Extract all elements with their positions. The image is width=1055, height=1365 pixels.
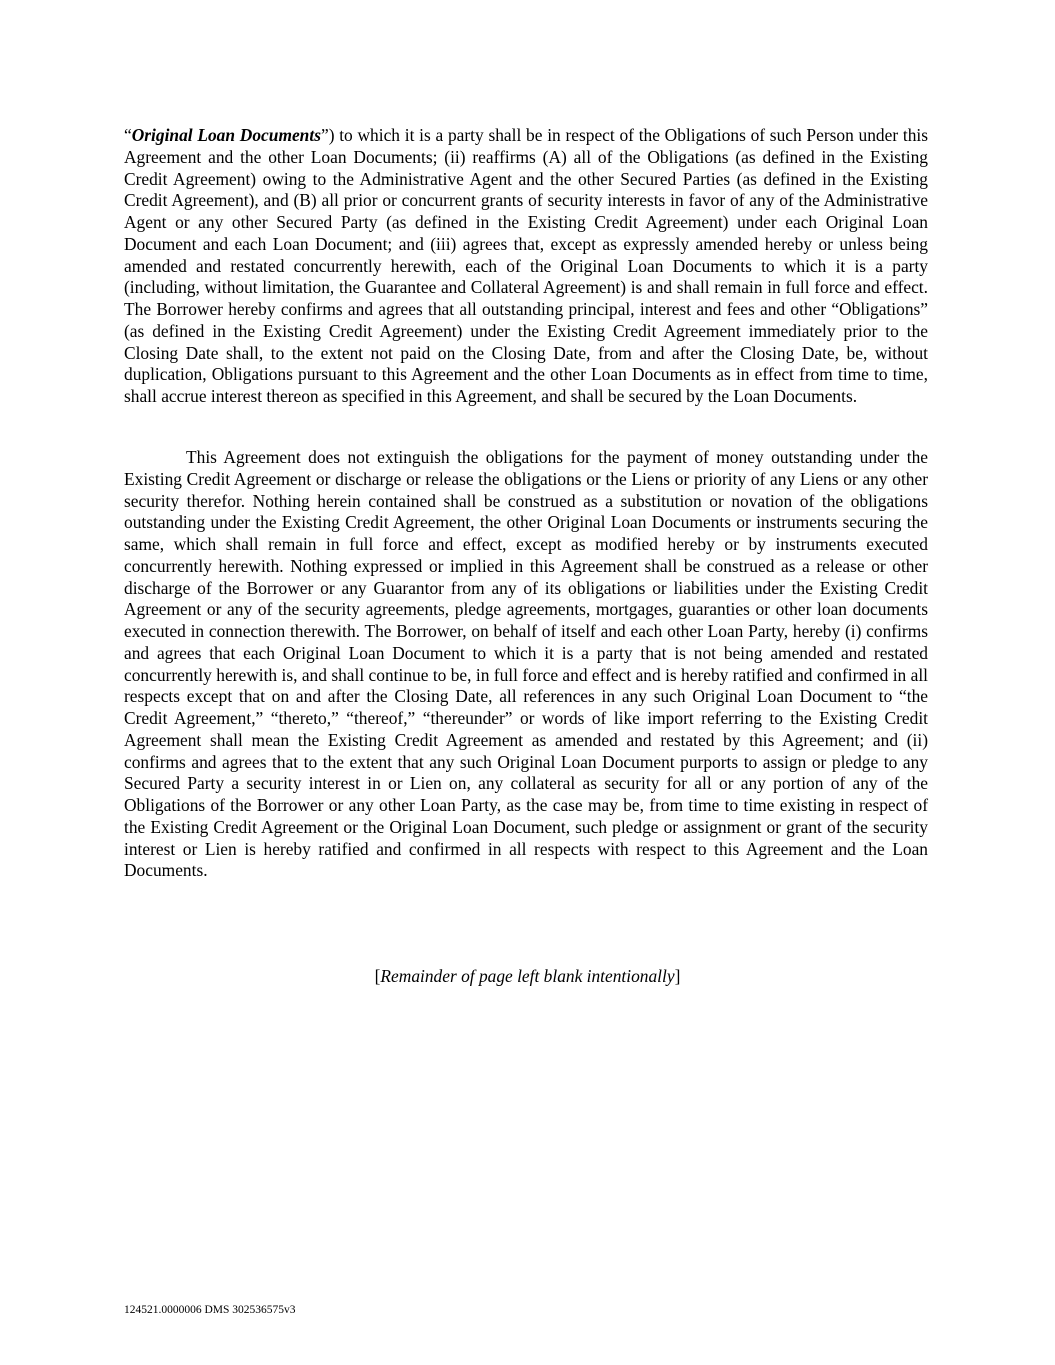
paragraph-1 [124,125,928,408]
remainder-close-bracket: ] [674,966,681,986]
paragraph-2: This Agreement does not extinguish the obligations for the payment of money outstanding under the Existing Credit Agreement or discharge or release the obligations or the Liens or priority of any Liens or any other security therefor. Nothing herein contained shall be construed as a substitution or novation of the obligations outstanding under the Existing Credit Agreement, the other Original Loan Documents or instruments securing the same, which shall remain in full force and effect, except as modified hereby or by instruments executed concurrently herewith. Nothing expressed or implied in this Agreement shall be construed as a release or other discharge of the Borrower or any Guarantor from any of its obligations or liabilities under the Existing Credit Agreement or any of the security agreements, pledge agreements, mortgages, guaranties or other loan documents executed in connection therewith. The Borrower, on behalf of itself and each other Loan Party, hereby (i) confirms and agrees that each Original Loan Document to which it is a party that is not being amended and restated concurrently herewith is, and shall continue to be, in full force and effect and is hereby ratified and confirmed in all respects except that on and after the Closing Date, all references in any such Original Loan Document to “the Credit Agreement,” “thereto,” “thereof,” “thereunder” or words of like import referring to the Existing Credit Agreement shall mean the Existing Credit Agreement as amended and restated by this Agreement; and (ii) confirms and agrees that to the extent that any such Original Loan Document purports to assign or pledge to any Secured Party a security interest in or Lien on, any collateral as security for all or any portion of any of the Obligations of the Borrower or any other Loan Party, as the case may be, from time to time existing in respect of the Existing Credit Agreement or the Original Loan Document, such pledge or assignment or grant of the security interest or Lien is hereby ratified and confirmed in all respects with respect to this Agreement and the Loan Documents. [124,447,928,881]
remainder-text: Remainder of page left blank intentionally [380,966,675,986]
defined-term-original-loan-documents: Original Loan Documents [131,125,321,145]
remainder-notice [0,965,1055,987]
open-quote: “ [124,125,132,145]
paragraph-1-text: ”) to which it is a party shall be in respect of the Obligations of such Person under this Agreement and the other Loan Documents; (ii) reaffirms (A) all of the Obligations (as defined in the Existing Credit Agreement) owing to the Administrative Agent and the other Secured Parties (as defined in the Existing Credit Agreement), and (B) all prior or concurrent grants of security interests in favor of any of the Administrative Agent or any other Secured Party (as defined in the Existing Credit Agreement) under each Original Loan Document and each Loan Document; and (iii) agrees that, except as expressly amended hereby or unless being amended and restated concurrently herewith, each of the Original Loan Documents to which it is a party (including, without limitation, the Guarantee and Collateral Agreement) is and shall remain in full force and effect. The Borrower hereby confirms and agrees that all outstanding principal, interest and fees and other “Obligations” (as defined in the Existing Credit Agreement) under the Existing Credit Agreement immediately prior to the Closing Date shall, to the extent not paid on the Closing Date, from and after the Closing Date, be, without duplication, Obligations pursuant to this Agreement and the other Loan Documents as in effect from time to time, shall accrue interest thereon as specified in this Agreement, and shall be secured by the Loan Documents. [124,125,928,406]
document-footer-id: 124521.0000006 DMS 302536575v3 [124,1304,296,1316]
remainder-open-bracket: [ [374,966,381,986]
